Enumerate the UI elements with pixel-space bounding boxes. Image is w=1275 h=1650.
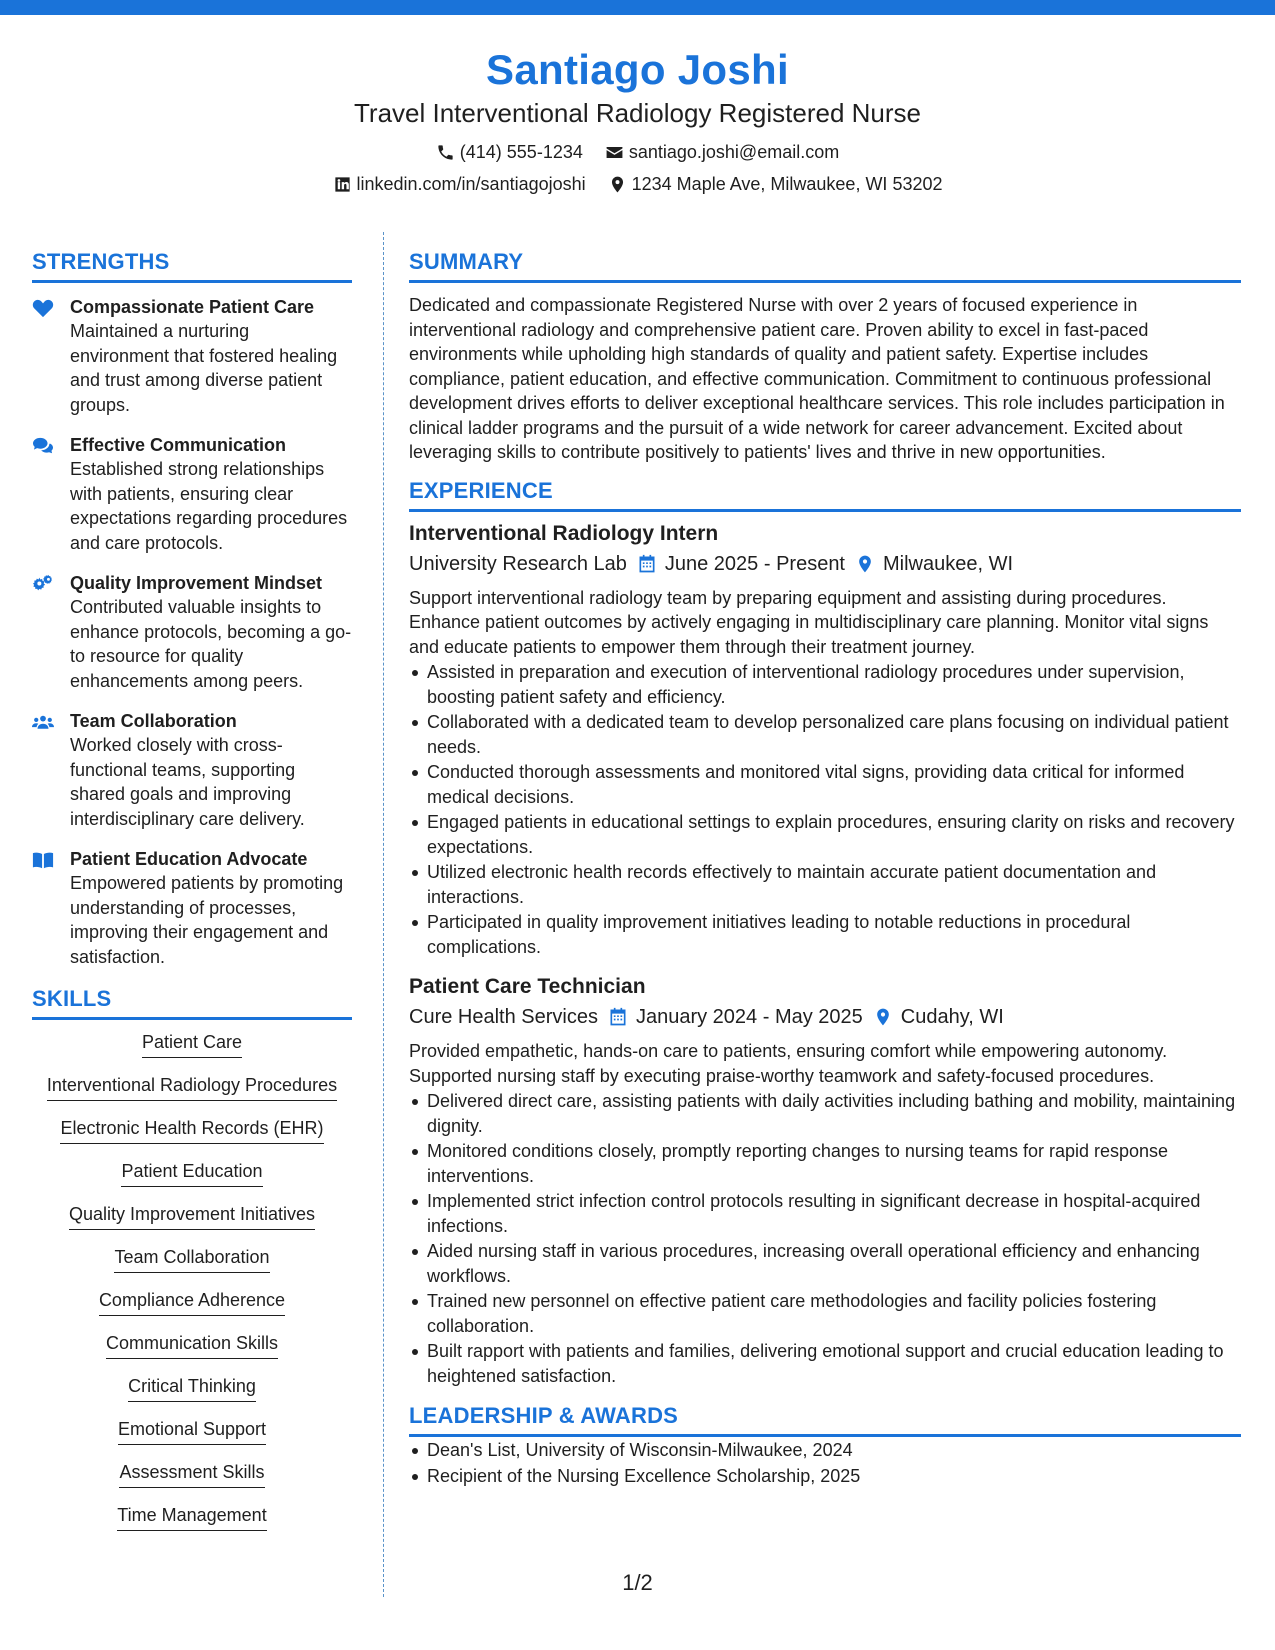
skill-item: Patient Education bbox=[121, 1159, 262, 1187]
experience-section bbox=[409, 477, 1241, 1389]
calendar-icon bbox=[637, 554, 657, 574]
experience-heading: EXPERIENCE bbox=[409, 477, 1241, 512]
skill-item: Compliance Adherence bbox=[99, 1288, 285, 1316]
skills-list bbox=[32, 1030, 352, 1546]
job-dates: January 2024 - May 2025 bbox=[635, 1006, 863, 1028]
skill-item: Electronic Health Records (EHR) bbox=[60, 1116, 323, 1144]
bullet-item: Trained new personnel on effective patient care methodologies and facility policies fostering collaboration. bbox=[409, 1289, 1241, 1338]
awards-list bbox=[409, 1438, 1241, 1488]
linkedin-contact[interactable] bbox=[333, 172, 586, 196]
cogs-icon bbox=[32, 574, 54, 594]
job-meta bbox=[409, 1003, 1241, 1031]
bullet-item: Assisted in preparation and execution of interventional radiology procedures under supervision, boosting patient safety and efficiency. bbox=[409, 660, 1241, 709]
skill-item: Communication Skills bbox=[106, 1331, 278, 1359]
email-contact[interactable] bbox=[605, 140, 839, 164]
strength-item bbox=[32, 295, 352, 417]
strength-item bbox=[32, 571, 352, 693]
phone-contact bbox=[436, 140, 583, 164]
bullet-item: Conducted thorough assessments and monitored vital signs, providing data critical for informed medical decisions. bbox=[409, 760, 1241, 809]
top-accent-bar bbox=[0, 0, 1275, 15]
summary-text: Dedicated and compassionate Registered Nurse with over 2 years of focused experience in interventional radiology and comprehensive patient care. Proven ability to excel in fast-paced environments while upholding high standards of quality and patient safety. Expertise includes compliance, patient education, and effective communication. Commitment to continuous professional development drives efforts to deliver exceptional healthcare services. This role includes participation in clinical ladder programs and the pursuit of a wide network for career advancement. Excited about leveraging skills to contribute positively to patients' lives and thrive in new opportunities. bbox=[409, 295, 1225, 462]
job-company: University Research Lab bbox=[409, 552, 627, 575]
bullet-item: Implemented strict infection control protocols resulting in significant decrease in hospital-acquired infections. bbox=[409, 1189, 1241, 1238]
linkedin-icon bbox=[333, 175, 352, 194]
strength-desc: Contributed valuable insights to enhance protocols, becoming a go-to resource for quality enhancements among peers. bbox=[70, 597, 352, 691]
job-company: Cure Health Services bbox=[409, 1006, 598, 1028]
bullet-item: Built rapport with patients and families, delivering emotional support and crucial education leading to heightened satisfaction. bbox=[409, 1339, 1241, 1388]
strengths-list bbox=[32, 295, 352, 969]
map-marker-icon bbox=[608, 175, 627, 194]
bullet-item: Monitored conditions closely, promptly reporting changes to nursing teams for rapid response interventions. bbox=[409, 1139, 1241, 1188]
book-open-icon bbox=[32, 850, 54, 870]
strength-desc: Maintained a nurturing environment that fostered healing and trust among diverse patient groups. bbox=[70, 321, 338, 415]
resume-header bbox=[0, 44, 1275, 196]
bullet-item: Utilized electronic health records effectively to maintain accurate patient documentation and interactions. bbox=[409, 860, 1241, 909]
map-marker-icon bbox=[873, 1007, 893, 1027]
strength-title: Team Collaboration bbox=[70, 711, 237, 731]
strength-desc: Worked closely with cross-functional teams, supporting shared goals and improving interdisciplinary care delivery. bbox=[70, 735, 305, 829]
job-entry bbox=[409, 973, 1241, 1388]
contact-row-1 bbox=[0, 140, 1275, 164]
strength-title: Effective Communication bbox=[70, 435, 287, 455]
skill-item: Emotional Support bbox=[118, 1417, 266, 1445]
award-item: Recipient of the Nursing Excellence Scholarship, 2025 bbox=[409, 1464, 1241, 1489]
job-description: Provided empathetic, hands-on care to patients, ensuring comfort while empowering autonomy. Supported nursing staff by executing praise-worthy teamwork and safety-focused procedures. bbox=[409, 1041, 1168, 1086]
users-icon bbox=[32, 712, 54, 732]
job-location: Milwaukee, WI bbox=[883, 552, 1014, 575]
awards-heading: LEADERSHIP & AWARDS bbox=[409, 1402, 1241, 1437]
job-dates: June 2025 - Present bbox=[664, 552, 845, 575]
awards-section bbox=[409, 1402, 1241, 1488]
bullet-item: Aided nursing staff in various procedures, increasing overall operational efficiency and enhancing workflows. bbox=[409, 1239, 1241, 1288]
summary-heading: SUMMARY bbox=[409, 248, 1241, 283]
contact-row-2 bbox=[0, 172, 1275, 196]
job-location: Cudahy, WI bbox=[900, 1006, 1004, 1028]
phone-text: (414) 555-1234 bbox=[459, 142, 583, 162]
job-title: Interventional Radiology Intern bbox=[409, 521, 719, 545]
job-meta bbox=[409, 550, 1241, 578]
strength-item bbox=[32, 847, 352, 969]
calendar-icon bbox=[608, 1007, 628, 1027]
skill-item: Assessment Skills bbox=[119, 1460, 264, 1488]
skills-heading: SKILLS bbox=[32, 985, 352, 1020]
strength-title: Compassionate Patient Care bbox=[70, 297, 315, 317]
skill-item: Critical Thinking bbox=[128, 1374, 256, 1402]
skill-item: Quality Improvement Initiatives bbox=[69, 1202, 315, 1230]
candidate-title: Travel Interventional Radiology Registered Nurse bbox=[354, 98, 921, 128]
strength-item bbox=[32, 709, 352, 831]
skill-item: Time Management bbox=[117, 1503, 266, 1531]
strength-title: Patient Education Advocate bbox=[70, 849, 308, 869]
bullet-item: Participated in quality improvement initiatives leading to notable reductions in procedural complications. bbox=[409, 910, 1241, 959]
strengths-heading: STRENGTHS bbox=[32, 248, 352, 283]
strength-item bbox=[32, 433, 352, 555]
strength-desc: Established strong relationships with patients, ensuring clear expectations regarding procedures and care protocols. bbox=[70, 459, 348, 553]
skill-item: Team Collaboration bbox=[114, 1245, 269, 1273]
strength-desc: Empowered patients by promoting understanding of processes, improving their engagement and satisfaction. bbox=[70, 873, 344, 967]
skills-section bbox=[32, 985, 352, 1546]
linkedin-text[interactable]: linkedin.com/in/santiagojoshi bbox=[356, 174, 586, 194]
award-item: Dean's List, University of Wisconsin-Milwaukee, 2024 bbox=[409, 1438, 1241, 1463]
skill-item: Patient Care bbox=[142, 1030, 242, 1058]
map-marker-icon bbox=[855, 554, 875, 574]
address-contact bbox=[608, 172, 943, 196]
comments-icon bbox=[32, 436, 54, 456]
bullet-item: Collaborated with a dedicated team to develop personalized care plans focusing on individual patient needs. bbox=[409, 710, 1241, 759]
job-bullets bbox=[409, 660, 1241, 959]
bullet-item: Engaged patients in educational settings to explain procedures, ensuring clarity on risks and recovery expectations. bbox=[409, 810, 1241, 859]
skill-item: Interventional Radiology Procedures bbox=[47, 1073, 337, 1101]
right-column bbox=[409, 248, 1241, 1489]
strength-title: Quality Improvement Mindset bbox=[70, 573, 323, 593]
job-bullets bbox=[409, 1089, 1241, 1388]
candidate-name: Santiago Joshi bbox=[486, 46, 789, 93]
page-number: 1/2 bbox=[622, 1570, 653, 1595]
job-entry bbox=[409, 520, 1241, 960]
job-description: Support interventional radiology team by preparing equipment and assisting during procedures. Enhance patient outcomes by actively engaging in multidisciplinary care planning. Monitor vital signs and educate patients to empower them through their treatment journey. bbox=[409, 587, 1209, 657]
left-column bbox=[32, 248, 352, 1546]
email-text[interactable]: santiago.joshi@email.com bbox=[628, 142, 840, 162]
bullet-item: Delivered direct care, assisting patients with daily activities including bathing and mobility, maintaining dignity. bbox=[409, 1089, 1241, 1138]
phone-icon bbox=[436, 143, 455, 162]
column-divider bbox=[383, 232, 384, 1597]
address-text: 1234 Maple Ave, Milwaukee, WI 53202 bbox=[631, 174, 943, 194]
heart-icon bbox=[32, 298, 54, 318]
envelope-icon bbox=[605, 143, 624, 162]
job-title: Patient Care Technician bbox=[409, 975, 646, 998]
